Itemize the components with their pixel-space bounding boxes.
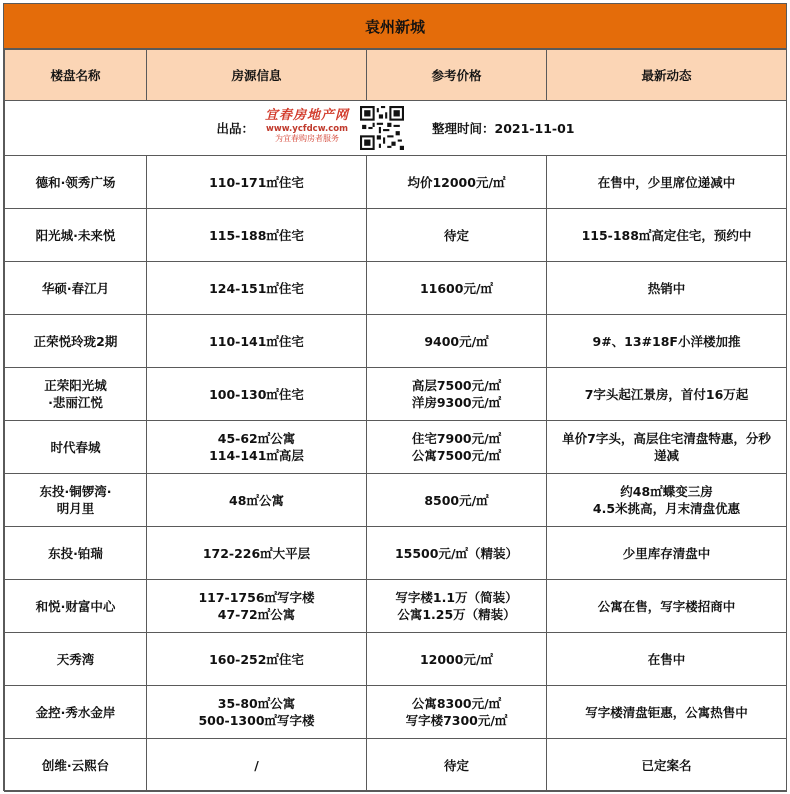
cell-price-line: 9400元/㎡ [424, 333, 489, 349]
cell-info [147, 368, 367, 421]
cell-info-line: 115-188㎡住宅 [209, 227, 304, 243]
cell-news-line: 4.5米挑高，月末清盘优惠 [592, 501, 741, 516]
cell-info-line: 172-226㎡大平层 [202, 545, 311, 561]
cell-name [5, 421, 147, 474]
cell-news-line: 已定案名 [641, 757, 692, 773]
cell-name [5, 527, 147, 580]
source-label: 出品： [216, 120, 255, 136]
cell-info [147, 262, 367, 315]
cell-info-line: 114-141㎡高层 [209, 448, 304, 463]
cell-info [147, 633, 367, 686]
property-table [4, 49, 787, 792]
cell-name-line: 德和·领秀广场 [35, 174, 116, 190]
cell-name-line: 时代春城 [50, 439, 101, 455]
logo-brand: 宜春房地产网 [265, 108, 350, 123]
header-info: 房源信息 [147, 50, 367, 101]
cell-info-line: 117-1756㎡写字楼 [198, 590, 315, 605]
cell-price [367, 633, 547, 686]
cell-news [547, 633, 787, 686]
cell-info-line: 45-62㎡公寓 [217, 431, 296, 446]
source-cell [5, 101, 787, 156]
table-row [5, 527, 787, 580]
cell-name [5, 686, 147, 739]
cell-price [367, 209, 547, 262]
cell-news-line: 少里库存清盘中 [622, 545, 711, 561]
cell-price [367, 421, 547, 474]
cell-price [367, 315, 547, 368]
cell-price-line: 12000元/㎡ [419, 651, 494, 667]
table-row [5, 209, 787, 262]
cell-price-line: 写字楼7300元/㎡ [405, 713, 508, 728]
table-title: 袁州新城 [4, 4, 786, 49]
cell-name-line: 天秀湾 [56, 651, 95, 667]
cell-news-line: 单价7字头，高层住宅清盘特惠，分秒 [562, 431, 771, 446]
cell-info [147, 527, 367, 580]
cell-news [547, 368, 787, 421]
cell-name [5, 580, 147, 633]
cell-news [547, 421, 787, 474]
cell-info [147, 156, 367, 209]
header-name: 楼盘名称 [5, 50, 147, 101]
listing-table-container [3, 3, 787, 791]
cell-name-line: 东投·铂瑞 [48, 545, 103, 561]
cell-news-line: 在售中，少里席位递减中 [597, 174, 736, 190]
cell-name [5, 262, 147, 315]
cell-name [5, 739, 147, 792]
cell-news-line: 7字头起江景房，首付16万起 [584, 386, 749, 402]
cell-price-line: 11600元/㎡ [419, 280, 494, 296]
cell-news [547, 315, 787, 368]
cell-news [547, 209, 787, 262]
cell-info [147, 209, 367, 262]
cell-price-line: 写字楼1.1万（简装） [395, 590, 518, 605]
cell-price-line: 8500元/㎡ [424, 492, 489, 508]
cell-price [367, 527, 547, 580]
cell-news [547, 474, 787, 527]
cell-price [367, 580, 547, 633]
cell-info-line: 110-171㎡住宅 [209, 174, 304, 190]
cell-news-line: 热销中 [647, 280, 686, 296]
cell-info-line: 100-130㎡住宅 [209, 386, 304, 402]
table-row [5, 421, 787, 474]
cell-news-line: 递减 [653, 448, 679, 463]
cell-name-line: 阳光城·未来悦 [35, 227, 116, 243]
table-row [5, 368, 787, 421]
cell-price-line: 公寓7500元/㎡ [411, 448, 502, 463]
cell-name-line: 明月里 [56, 501, 95, 516]
cell-name-line: 和悦·财富中心 [35, 598, 116, 614]
cell-price [367, 262, 547, 315]
cell-price-line: 公寓8300元/㎡ [411, 696, 502, 711]
cell-price-line: 均价12000元/㎡ [407, 174, 506, 190]
table-row [5, 315, 787, 368]
cell-info [147, 686, 367, 739]
cell-price-line: 待定 [443, 757, 469, 773]
cell-name [5, 633, 147, 686]
cell-name-line: 正荣悦玲珑2期 [33, 333, 118, 349]
cell-name [5, 156, 147, 209]
cell-price [367, 739, 547, 792]
cell-news [547, 527, 787, 580]
cell-price-line: 公寓1.25万（精装） [397, 607, 516, 622]
cell-price-line: 15500元/㎡（精装） [394, 545, 519, 561]
cell-name-line: 金控·秀水金岸 [35, 704, 116, 720]
cell-price [367, 474, 547, 527]
cell-name-line: 正荣阳光城 [44, 378, 107, 393]
cell-info [147, 580, 367, 633]
cell-info [147, 315, 367, 368]
header-price: 参考价格 [367, 50, 547, 101]
cell-name [5, 209, 147, 262]
cell-info-line: 35-80㎡公寓 [217, 696, 296, 711]
cell-price [367, 156, 547, 209]
cell-news-line: 约48㎡蝶变三房 [620, 484, 713, 499]
cell-info-line: 47-72㎡公寓 [217, 607, 296, 622]
cell-info [147, 421, 367, 474]
header-row [5, 50, 787, 101]
cell-news-line: 115-188㎡高定住宅，预约中 [581, 227, 752, 243]
cell-info [147, 739, 367, 792]
table-row [5, 633, 787, 686]
cell-price-line: 住宅7900元/㎡ [411, 431, 502, 446]
cell-info [147, 474, 367, 527]
publisher-logo [264, 108, 350, 148]
table-row [5, 739, 787, 792]
qr-code-icon [360, 106, 404, 150]
cell-news-line: 写字楼清盘钜惠，公寓热售中 [585, 704, 748, 720]
cell-info-line: 500-1300㎡写字楼 [198, 713, 315, 728]
cell-name-line: 华硕·春江月 [41, 280, 110, 296]
cell-price-line: 洋房9300元/㎡ [411, 395, 502, 410]
cell-news [547, 262, 787, 315]
cell-info-line: / [254, 757, 259, 773]
table-row [5, 474, 787, 527]
cell-news [547, 686, 787, 739]
logo-tagline: 为宜春购房者服务 [275, 134, 340, 143]
cell-info-line: 124-151㎡住宅 [209, 280, 304, 296]
cell-news-line: 9#、13#18F小洋楼加推 [592, 333, 741, 349]
cell-news-line: 公寓在售，写字楼招商中 [597, 598, 736, 614]
cell-news-line: 在售中 [647, 651, 686, 667]
table-row [5, 580, 787, 633]
cell-info-line: 160-252㎡住宅 [209, 651, 304, 667]
cell-info-line: 110-141㎡住宅 [209, 333, 304, 349]
logo-url: www.ycfdcw.com [266, 124, 348, 134]
cell-news [547, 580, 787, 633]
table-row [5, 686, 787, 739]
cell-name-line: ·悲丽江悦 [48, 395, 103, 410]
cell-news [547, 739, 787, 792]
cell-name [5, 315, 147, 368]
source-row [5, 101, 787, 156]
date-text: 整理时间：2021-11-01 [432, 120, 575, 136]
cell-info-line: 48㎡公寓 [229, 492, 284, 508]
cell-price-line: 高层7500元/㎡ [411, 378, 502, 393]
cell-price-line: 待定 [443, 227, 469, 243]
table-row [5, 262, 787, 315]
cell-name-line: 东投·铜锣湾· [39, 484, 112, 499]
cell-name [5, 474, 147, 527]
cell-price [367, 686, 547, 739]
table-row [5, 156, 787, 209]
cell-name [5, 368, 147, 421]
cell-news [547, 156, 787, 209]
cell-price [367, 368, 547, 421]
header-news: 最新动态 [547, 50, 787, 101]
cell-name-line: 创维·云熙台 [41, 757, 110, 773]
